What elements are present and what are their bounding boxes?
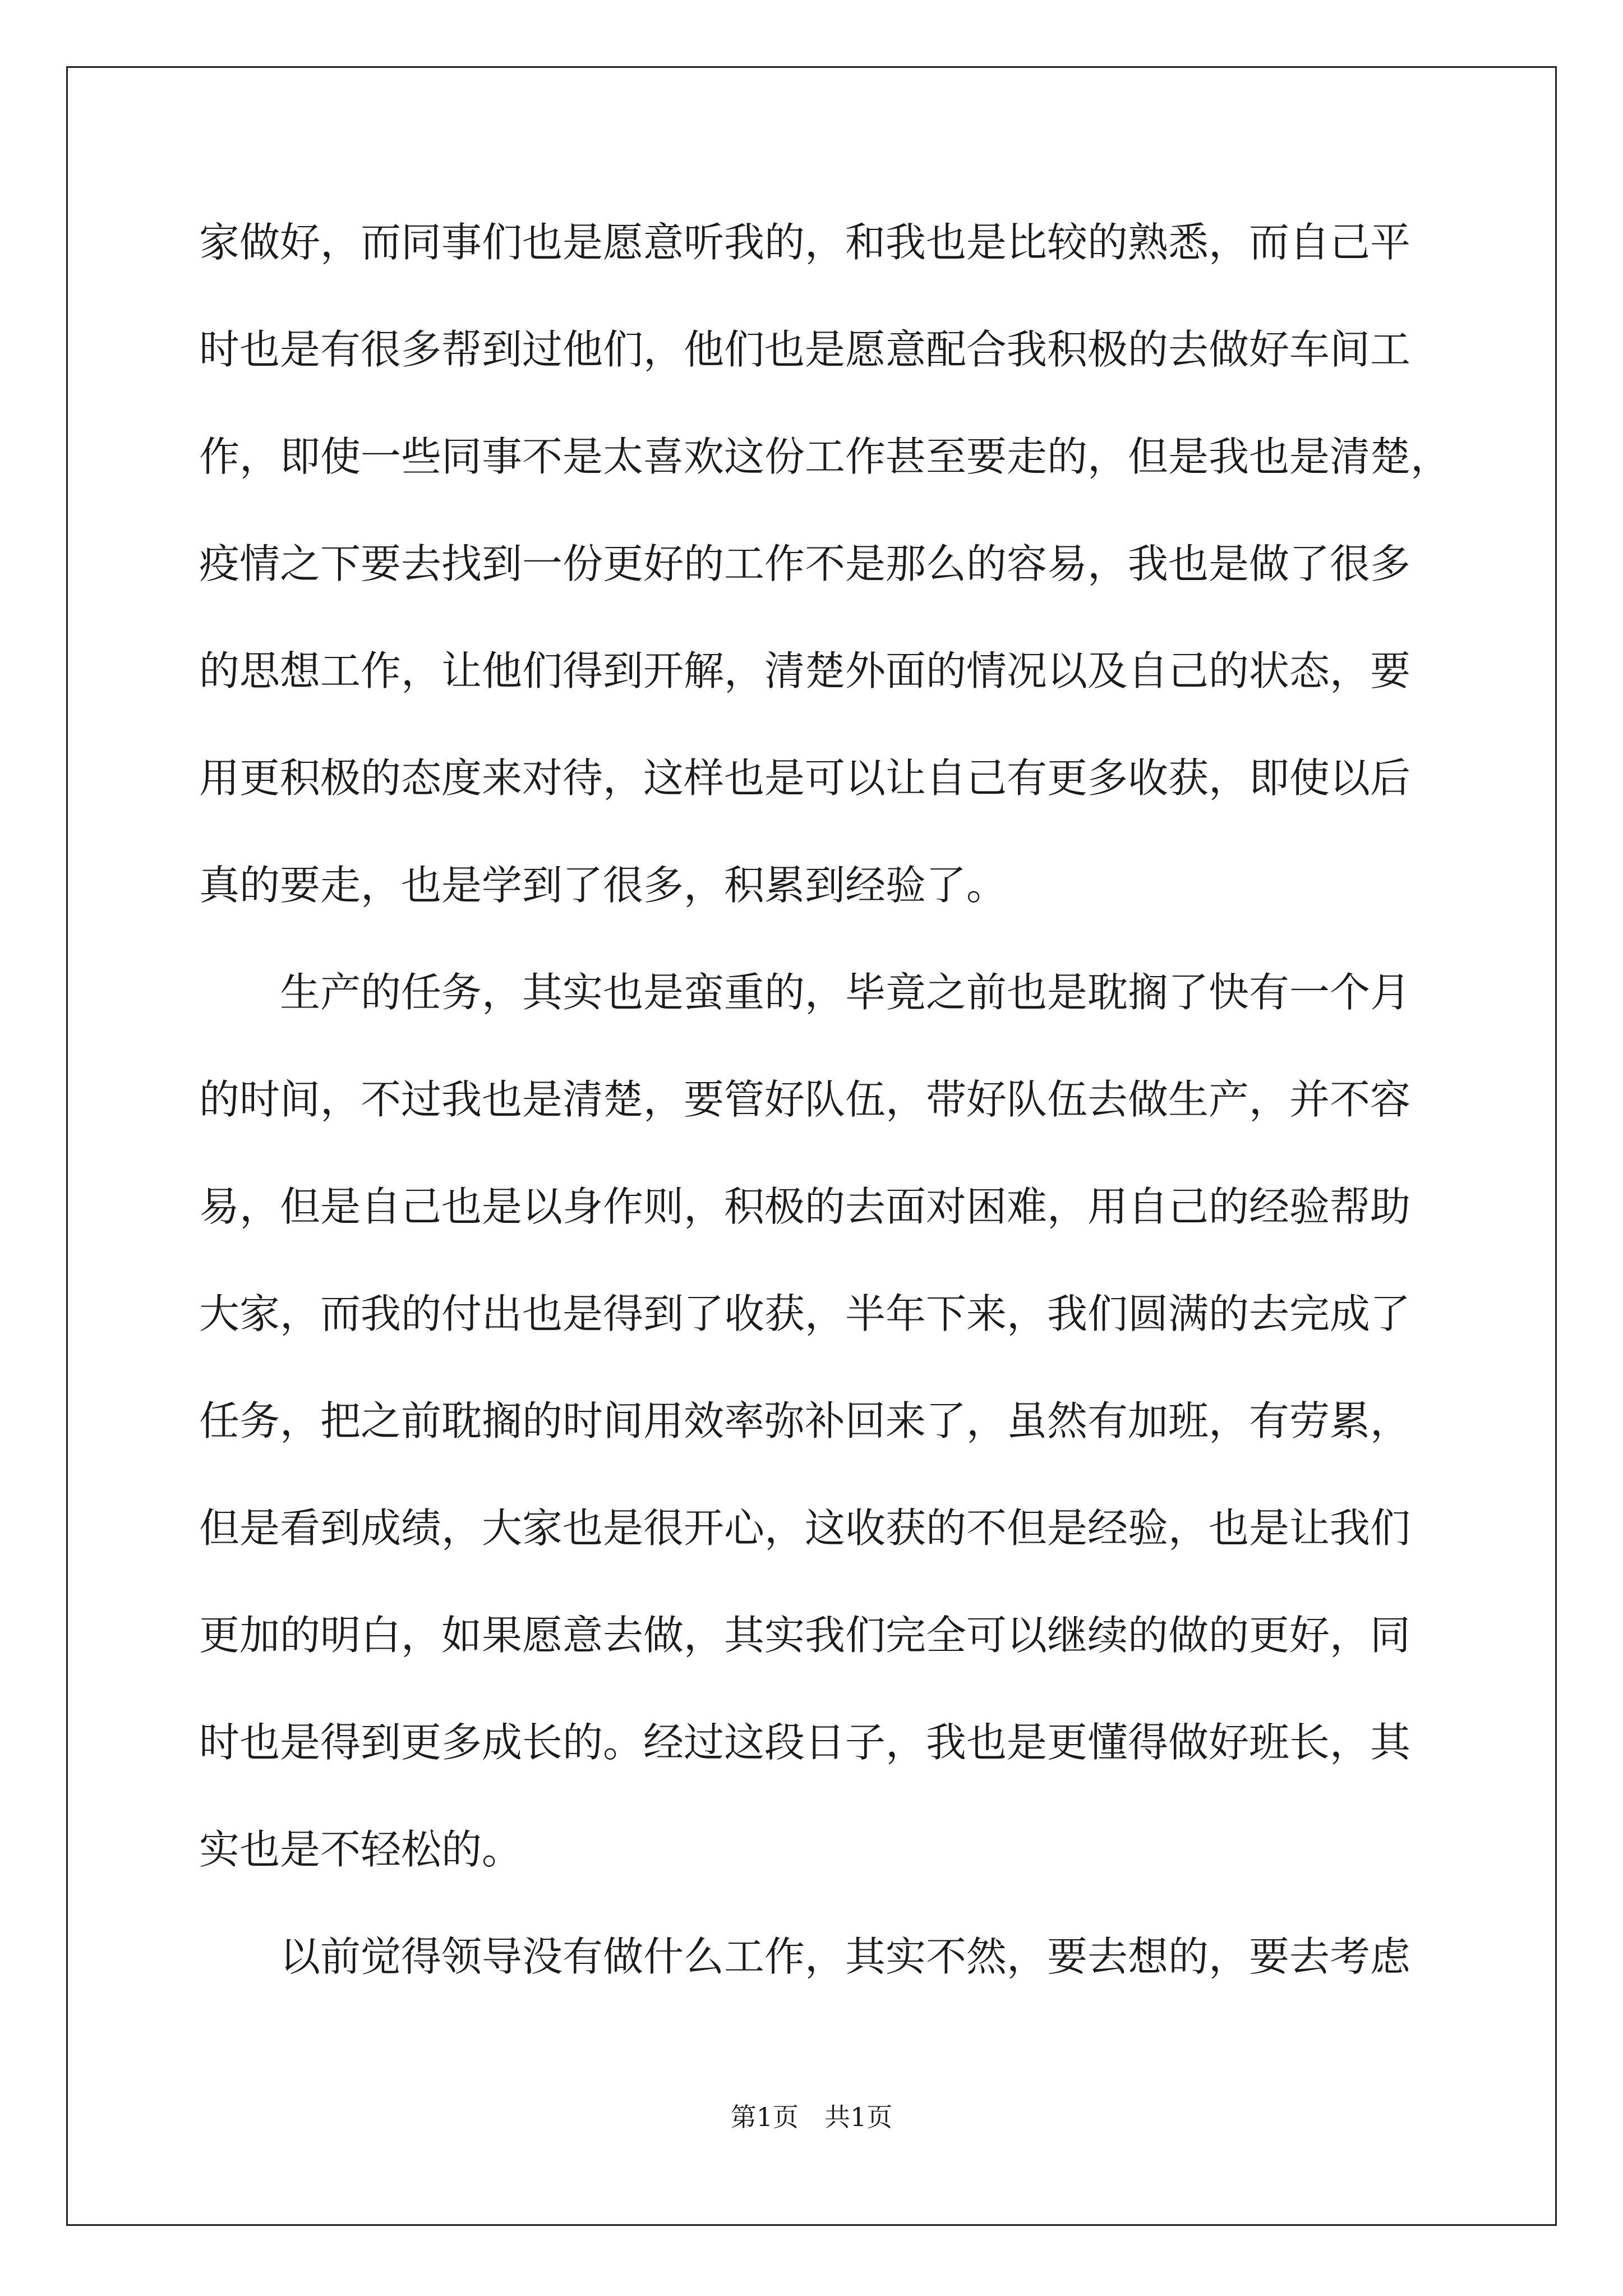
text-line: 以前觉得领导没有做什么工作，其实不然，要去想的，要去考虑	[280, 1933, 1411, 1980]
text-line: 生产的任务，其实也是蛮重的，毕竟之前也是耽搁了快有一个月	[280, 969, 1411, 1016]
page-border	[66, 66, 1557, 2226]
text-line: 但是看到成绩，大家也是很开心，这收获的不但是经验，也是让我们	[199, 1504, 1411, 1552]
text-line: 大家，而我的付出也是得到了收获，半年下来，我们圆满的去完成了	[199, 1290, 1411, 1337]
text-line: 真的要走，也是学到了很多，积累到经验了。	[199, 862, 1007, 909]
page-number: 第1页 共1页	[730, 2102, 893, 2132]
text-line: 任务，把之前耽搁的时间用效率弥补回来了，虽然有加班，有劳累，	[199, 1397, 1411, 1444]
text-line: 的思想工作，让他们得到开解，清楚外面的情况以及自己的状态，要	[199, 647, 1411, 694]
text-line: 易，但是自己也是以身作则，积极的去面对困难，用自己的经验帮助	[199, 1183, 1411, 1230]
text-line: 更加的明白，如果愿意去做，其实我们完全可以继续的做的更好，同	[199, 1612, 1411, 1659]
text-line: 实也是不轻松的。	[199, 1826, 523, 1873]
text-line: 时也是有很多帮到过他们，他们也是愿意配合我积极的去做好车间工	[199, 326, 1411, 373]
text-line: 家做好，而同事们也是愿意听我的，和我也是比较的熟悉，而自己平	[199, 219, 1411, 266]
text-line: 的时间，不过我也是清楚，要管好队伍，带好队伍去做生产，并不容	[199, 1076, 1411, 1123]
text-line: 疫情之下要去找到一份更好的工作不是那么的容易，我也是做了很多	[199, 540, 1411, 587]
text-line: 用更积极的态度来对待，这样也是可以让自己有更多收获，即使以后	[199, 754, 1411, 802]
text-line: 作，即使一些同事不是太喜欢这份工作甚至要走的，但是我也是清楚，	[199, 433, 1451, 480]
text-line: 时也是得到更多成长的。经过这段日子，我也是更懂得做好班长，其	[199, 1719, 1411, 1766]
